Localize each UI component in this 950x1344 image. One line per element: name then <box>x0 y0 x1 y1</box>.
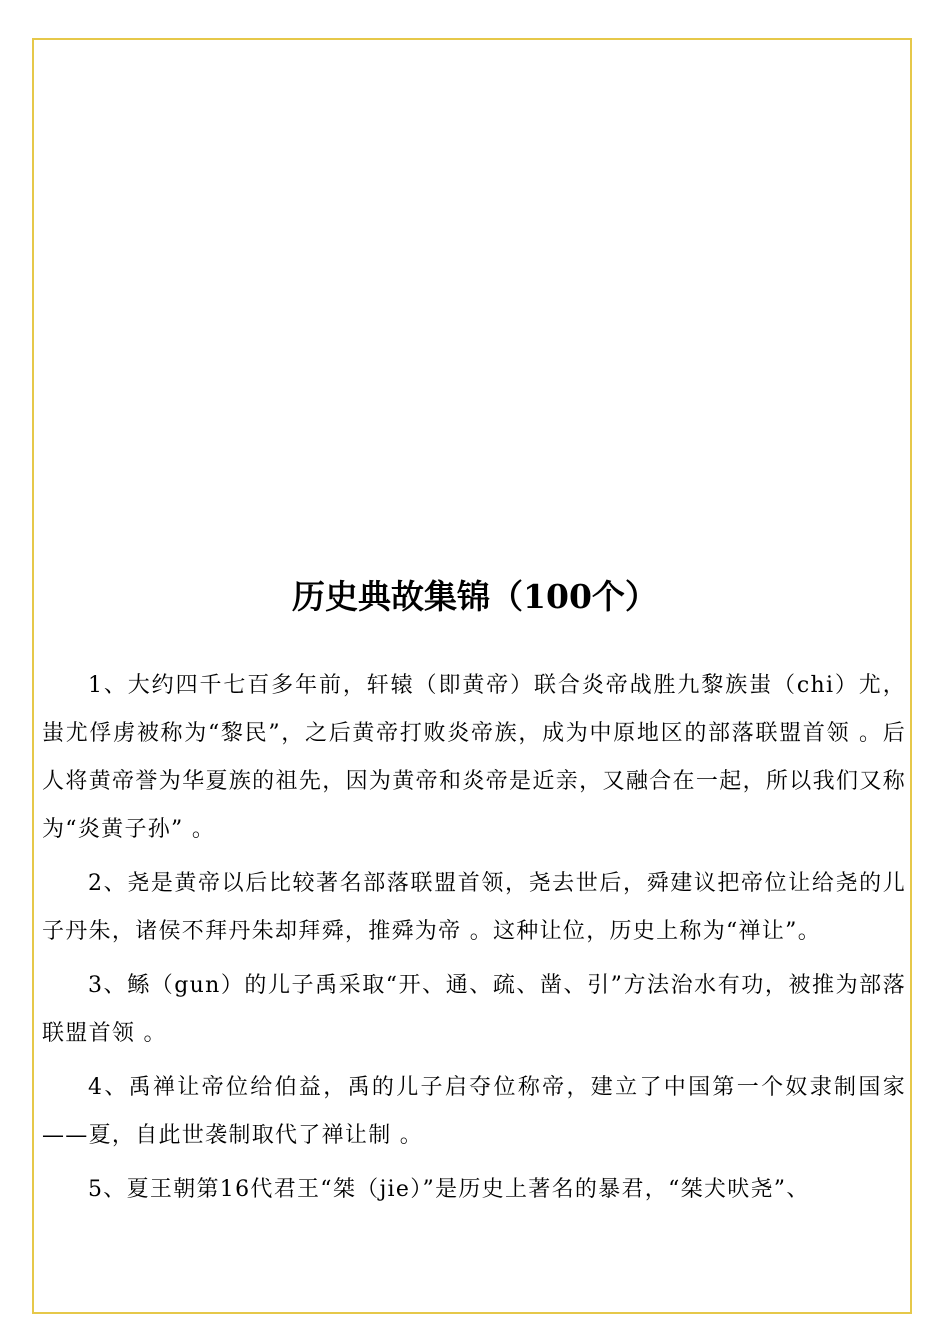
paragraph-5: 5、夏王朝第16代君王“桀（jie）”是历史上著名的暴君，“桀犬吠尧”、 <box>88 1177 810 1202</box>
document-body <box>42 662 906 1220</box>
document-title: 历史典故集锦（100个） <box>292 577 658 616</box>
paragraph-1: 1、大约四千七百多年前，轩辕（即黄帝）联合炎帝战胜九黎族蚩（chi）尤，蚩尤俘虏被称为“黎民”，之后黄帝打败炎帝族，成为中原地区的部落联盟首领 。后人将黄帝誉为华夏族的祖先，因为黄帝和炎帝是近亲，又融合在一起，所以我们又称为“炎黄子孙” 。 <box>42 673 906 842</box>
paragraph-3: 3、鲧（gun）的儿子禹采取“开、通、疏、凿、引”方法治水有功，被推为部落联盟首领 。 <box>42 973 906 1046</box>
paragraph-4: 4、禹禅让帝位给伯益，禹的儿子启夺位称帝，建立了中国第一个奴隶制国家——夏，自此世袭制取代了禅让制 。 <box>42 1075 906 1148</box>
paragraph-2: 2、尧是黄帝以后比较著名部落联盟首领，尧去世后，舜建议把帝位让给尧的儿子丹朱，诸侯不拜丹朱却拜舜，推舜为帝 。这种让位，历史上称为“禅让”。 <box>42 871 906 944</box>
